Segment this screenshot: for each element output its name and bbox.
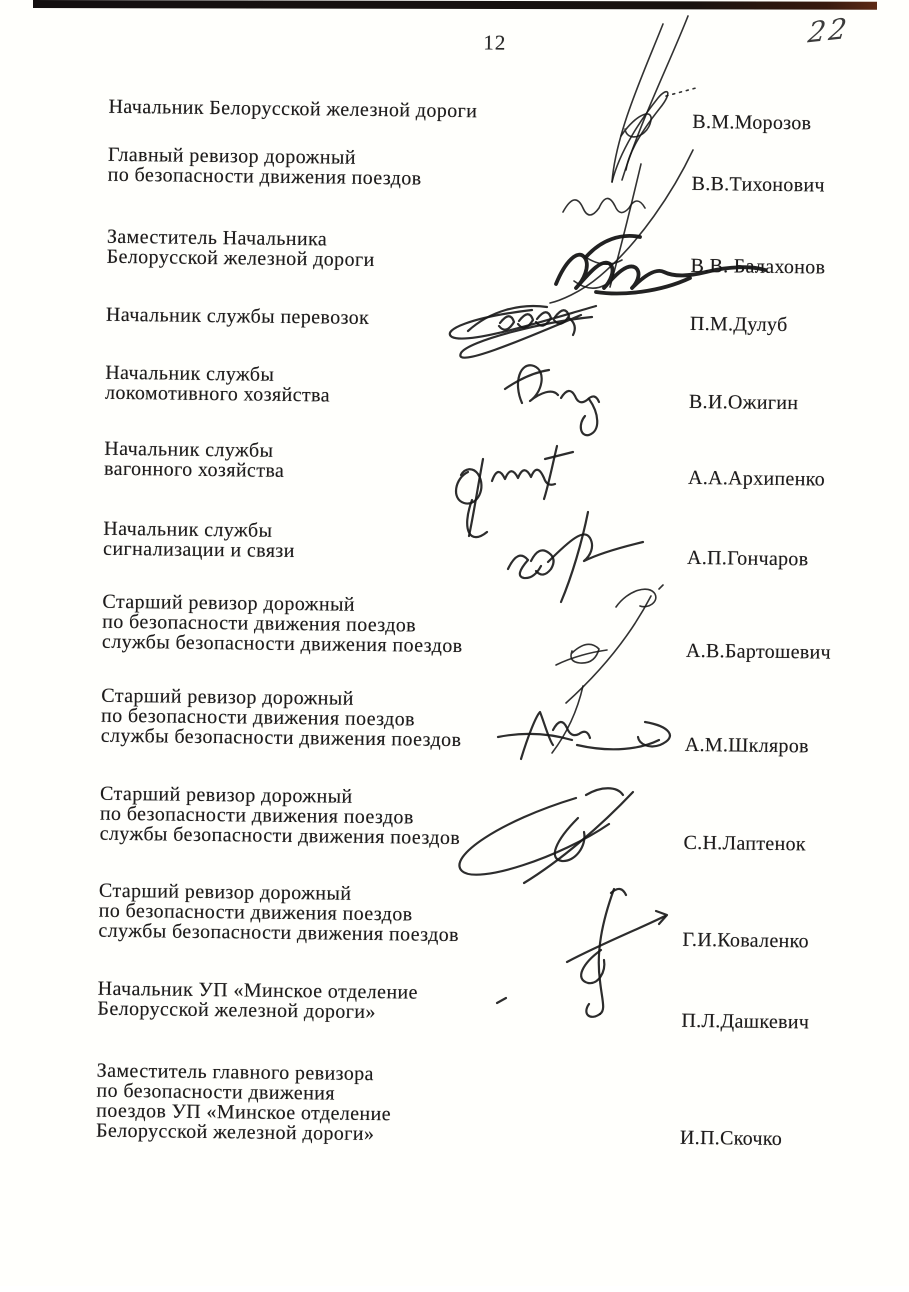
page-number: 12 bbox=[483, 30, 507, 55]
signatory-row bbox=[103, 519, 873, 569]
signatory-name: С.Н.Лаптенок bbox=[683, 831, 807, 856]
title-line: Заместитель главного ревизора bbox=[96, 1059, 375, 1086]
signatory-title bbox=[96, 1061, 392, 1145]
signatory-title bbox=[105, 363, 330, 406]
title-line: Главный ревизор дорожный bbox=[107, 143, 357, 169]
title-line: по безопасности движения поездов bbox=[102, 610, 417, 637]
title-line: по безопасности движения bbox=[96, 1079, 336, 1105]
signatory-row bbox=[98, 881, 869, 951]
signatory-title bbox=[103, 519, 295, 561]
title-line: локомотивного хозяйства bbox=[104, 381, 331, 407]
title-line: по безопасности движения поездов bbox=[100, 704, 416, 731]
signatory-title bbox=[100, 784, 461, 848]
title-line: Старший ревизор дорожный bbox=[99, 782, 353, 808]
title-line: Старший ревизор дорожный bbox=[98, 879, 352, 905]
title-line: службы безопасности движения поездов bbox=[101, 630, 463, 658]
signatory-name: И.П.Скочко bbox=[679, 1126, 783, 1151]
signatory-row bbox=[106, 305, 876, 335]
signatory-row bbox=[100, 784, 871, 854]
signatory-title bbox=[106, 305, 370, 328]
signatory-row bbox=[108, 145, 878, 195]
signatory-row bbox=[107, 227, 877, 277]
title-line: вагонного хозяйства bbox=[103, 457, 285, 482]
title-line: Начальник службы bbox=[105, 361, 275, 386]
title-line: Начальник УП «Минское отделение bbox=[97, 977, 419, 1004]
signatory-title bbox=[108, 145, 422, 189]
title-line: по безопасности движения поездов bbox=[99, 802, 414, 829]
signatory-name: В.М.Морозов bbox=[692, 110, 812, 135]
signatory-name: П.Л.Дашкевич bbox=[681, 1009, 810, 1034]
signatory-name: А.М.Шкляров bbox=[684, 733, 809, 758]
title-line: службы безопасности движения поездов bbox=[99, 822, 461, 850]
title-line: Старший ревизор дорожный bbox=[102, 590, 356, 616]
signatory-row bbox=[104, 439, 874, 489]
title-line: Белорусской железной дороги» bbox=[97, 997, 376, 1024]
title-line: службы безопасности движения поездов bbox=[98, 919, 460, 947]
signatory-title bbox=[108, 97, 477, 122]
title-line: поездов УП «Минское отделение bbox=[96, 1099, 392, 1126]
title-line: Белорусской железной дороги» bbox=[95, 1119, 375, 1146]
signatory-name: А.П.Гончаров bbox=[686, 546, 809, 571]
title-line: Белорусской железной дороги bbox=[106, 245, 375, 272]
title-line: по безопасности движения поездов bbox=[107, 163, 422, 190]
title-line: Начальник Белорусской железной дороги bbox=[108, 95, 478, 123]
signatory-row bbox=[105, 363, 875, 413]
title-line: по безопасности движения поездов bbox=[98, 899, 413, 926]
signatory-name: А.А.Архипенко bbox=[687, 466, 826, 491]
signatory-row bbox=[101, 686, 872, 756]
signatory-name: Г.И.Коваленко bbox=[682, 928, 810, 953]
title-line: Заместитель Начальника bbox=[106, 225, 328, 251]
handwritten-page-number: 22 bbox=[806, 11, 852, 50]
title-line: Начальник службы перевозок bbox=[105, 303, 370, 329]
signatory-row bbox=[102, 592, 873, 662]
signatory-title bbox=[97, 979, 418, 1023]
signatory-name: П.М.Дулуб bbox=[689, 312, 788, 337]
title-line: сигнализации и связи bbox=[102, 537, 295, 563]
signatory-name: В.В.Тихонович bbox=[691, 172, 825, 197]
signatory-row bbox=[108, 95, 878, 135]
signatory-title bbox=[107, 227, 375, 270]
signatory-title bbox=[98, 881, 459, 945]
title-line: Начальник службы bbox=[103, 517, 273, 542]
signatory-title bbox=[102, 592, 463, 656]
signatory-title bbox=[104, 439, 285, 481]
signatory-title bbox=[101, 686, 462, 750]
signatory-name: А.В.Бартошевич bbox=[685, 639, 832, 664]
title-line: службы безопасности движения поездов bbox=[100, 724, 462, 752]
signatory-row bbox=[97, 977, 867, 1034]
signatory-name: В.В. Балахонов bbox=[690, 254, 826, 279]
signatory-name: В.И.Ожигин bbox=[688, 390, 799, 415]
title-line: Старший ревизор дорожный bbox=[101, 684, 354, 710]
title-line: Начальник службы bbox=[104, 437, 274, 462]
signatory-row bbox=[96, 1061, 867, 1151]
